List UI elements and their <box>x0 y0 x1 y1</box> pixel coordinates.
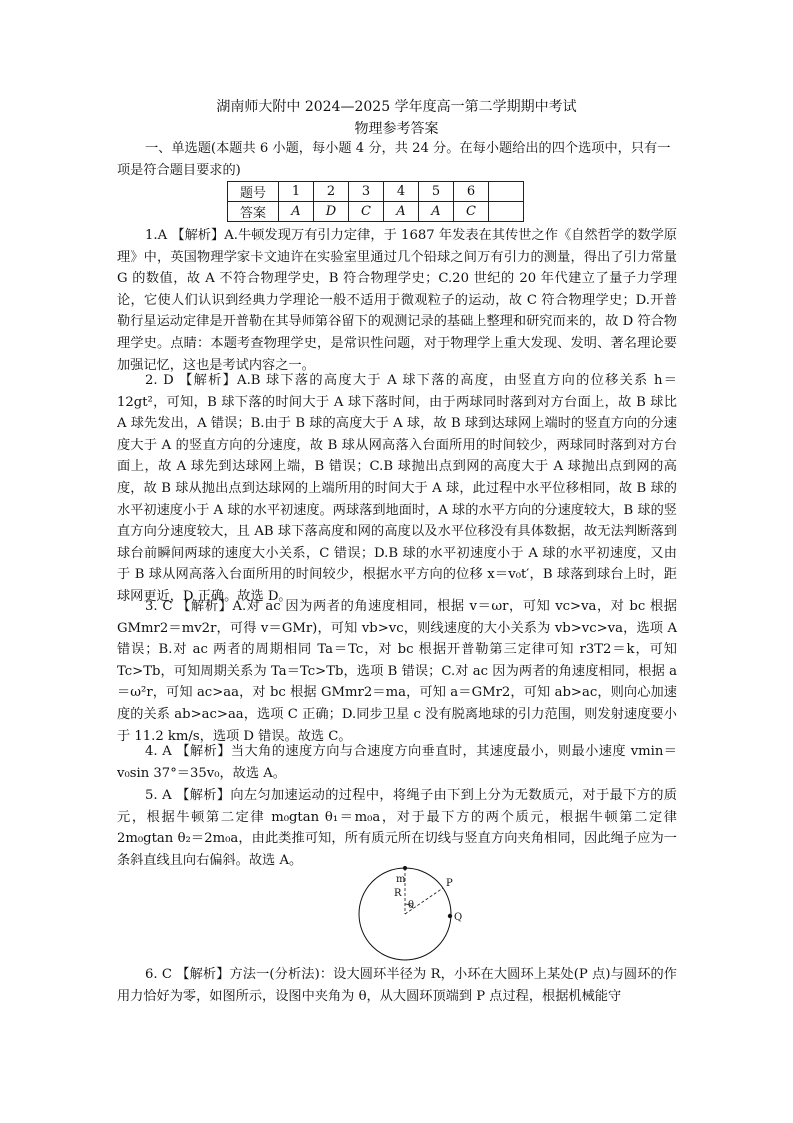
section-heading: 一、单选题(本题共 6 小题，每小题 4 分，共 24 分。在每小题给出的四个选项中，只有一项是符合题目要求的) <box>117 141 671 178</box>
table-cell-answer: A <box>419 202 454 222</box>
figure-point-q <box>448 914 452 918</box>
document-subtitle: 物理参考答案 <box>354 121 439 137</box>
solution-5: 5. A 【解析】向左匀加速运动的过程中，将绳子由下到上分为无数质元，对于最下方的质元，根据牛顿第二定律 m₀gtan θ₁＝m₀a，对于最下方的两个质元，根据牛顿第二定律 2m₀gtan θ₂＝2m₀a，由此类推可知，所有质元所在切线与竖直方向夹角相同，因此绳子应为一条斜直线且向右偏斜。故选 A。 <box>117 788 677 868</box>
answer-table-number-row <box>228 182 524 202</box>
table-cell-empty <box>489 202 524 222</box>
table-cell-empty <box>489 182 524 202</box>
table-cell-answer: C <box>349 202 384 222</box>
circle-figure <box>350 862 463 962</box>
solution-6: 6. C 【解析】方法一(分析法)：设大圆环半径为 R，小环在大圆环上某处(P 点)与圆环的作用力恰好为零，如图所示，设图中夹角为 θ，从大圆环顶端到 P 点过程，根据机械能守 <box>117 967 677 1004</box>
table-header-number: 题号 <box>228 182 279 202</box>
answer-table <box>227 181 524 222</box>
solution-3: 3. C 【解析】A.对 ac 因为两者的角速度相同，根据 v＝ωr，可知 vc>va，对 bc 根据 GMmr2＝mv2r，可得 v＝GMr)，可知 vb>vc，则线速度的大小关系为 vb>vc>va，选项 A 错误；B.对 ac 两者的周期相同 Ta＝Tc，对 bc 根据开普勒第三定律可知 r3T2＝k，可知 Tc>Tb，可知周期关系为 Ta＝Tc>Tb，选项 B 错误；C.对 ac 因为两者的角速度相同，根据 a＝ω²r，可知 ac>aa，对 bc 根据 GMmr2＝ma，可知 a＝GMr2，可知 ab>ac，则向心加速度的关系 ab>ac>aa，选项 C 正确；D.同步卫星 c 没有脱离地球的引力范围，则发射速度要小于 11.2 km/s，选项 D 错误。故选 C。 <box>117 599 677 744</box>
table-cell-answer: A <box>384 202 419 222</box>
figure-label-m: m <box>396 874 406 885</box>
table-cell-answer: A <box>279 202 314 222</box>
table-cell-answer: C <box>454 202 489 222</box>
answer-table-answer-row <box>228 202 524 222</box>
figure-label-q: Q <box>454 912 463 923</box>
solution-1: 1.A 【解析】A.牛顿发现万有引力定律，于 1687 年发表在其传世之作《自然哲学的数学原理》中，英国物理学家卡文迪许在实验室里通过几个铅球之间万有引力的测量，得出了引力常量 G 的数值，故 A 不符合物理学史，B 符合物理学史；C.20 世纪的 20 年代建立了量子力学理论，它使人们认识到经典力学理论一般不适用于微观粒子的运动，故 C 符合物理学史；D.开普勒行星运动定律是开普勒在其导师第谷留下的观测记录的基础上整理和研究而来的，故 D 符合物理学史。点睛：本题考查物理学史，是常识性问题，对于物理学上重大发现、发明、著名理论要加强记忆，这也是考试内容之一。 <box>117 228 677 373</box>
document-title: 湖南师大附中 2024—2025 学年度高一第二学期期中考试 <box>216 99 577 115</box>
figure-point-top <box>403 866 407 870</box>
solution-4: 4. A 【解析】当大角的速度方向与合速度方向垂直时，其速度最小，则最小速度 vmin＝v₀sin 37°＝35v₀，故选 A。 <box>117 744 677 781</box>
figure-label-r: R <box>394 888 402 899</box>
solution-2: 2. D 【解析】A.B 球下落的高度大于 A 球下落的高度，由竖直方向的位移关系 h＝12gt²，可知，B 球下落的时间大于 A 球下落时间，由于两球同时落到对方台面上，故 B 球比 A 球先发出，A 错误；B.由于 B 球的高度大于 A 球，故 B 球到达球网上端时的竖直方向的分速度大于 A 的竖直方向的分速度，故 B 球从网高落入台面所用的时间较少，两球同时落到对方台面上，故 A 球先到达球网上端，B 错误；C.B 球抛出点到网的高度大于 A 球抛出点到网的高度，故 B 球从抛出点到达球网的上端所用的时间大于 A 球，此过程中水平位移相同，故 B 球的水平初速度小于 A 球的水平初速度。两球落到地面时，A 球的水平方向的分速度较大，B 球的竖直方向分速度较大，且 AB 球下落高度和网的高度以及水平位移没有具体数据，故无法判断落到球台前瞬间两球的速度大小关系，C 错误；D.B 球的水平初速度小于 A 球的水平初速度，又由于 B 球从网高落入台面所用的时间较少，根据水平方向的位移 x＝v₀t′，B 球落到球台上时，距球网更近，D 正确。故选 D。 <box>117 373 677 604</box>
table-header-answer: 答案 <box>228 202 279 222</box>
table-cell-number: 5 <box>419 182 454 202</box>
figure-label-theta: θ <box>408 900 415 911</box>
table-cell-number: 3 <box>349 182 384 202</box>
table-cell-number: 2 <box>314 182 349 202</box>
table-cell-answer: D <box>314 202 349 222</box>
table-cell-number: 1 <box>279 182 314 202</box>
table-cell-number: 6 <box>454 182 489 202</box>
figure-label-p: P <box>446 878 453 889</box>
table-cell-number: 4 <box>384 182 419 202</box>
